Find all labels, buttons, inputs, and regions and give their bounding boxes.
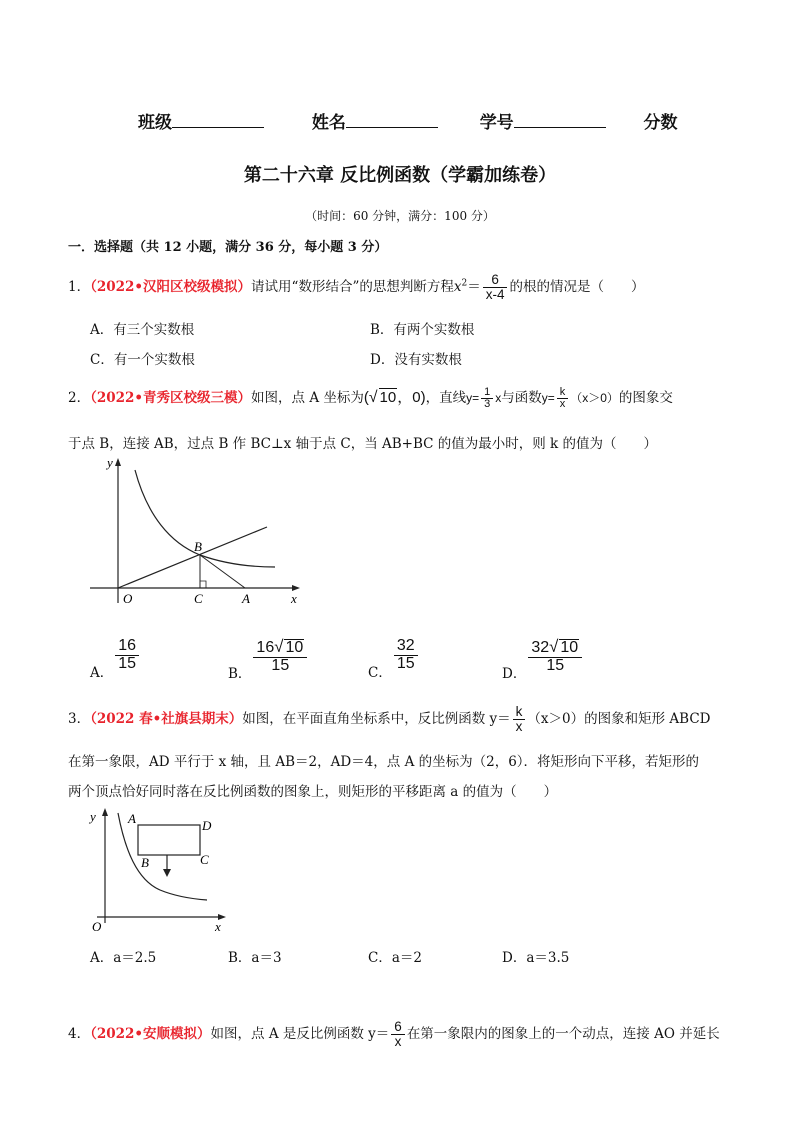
q2-line-frac [481,387,493,411]
q2-line-den: 3 [481,398,493,411]
q1-frac-den: x-4 [483,287,508,302]
q2-label-c: C [194,591,203,606]
q2-y-arrow-icon [115,458,121,466]
q1-option-b[interactable]: B．有两个实数根 [370,322,475,338]
q1-option-a[interactable]: A．有三个实数根 [90,322,195,338]
q3-text-b: （x＞0）的图象和矩形 ABCD [527,711,711,728]
q2-option-b-num-wrap [253,638,307,657]
q2-source: （2022•青秀区校级三模） [90,390,252,406]
q1-number: 1． [68,279,91,296]
q2-coord-open: ( [363,389,369,406]
q2-coord-radicand: 10 [379,389,397,406]
q4-fraction [391,1020,405,1049]
q2-label-x: x [291,591,297,606]
q3-option-d[interactable]: D．a＝3.5 [502,950,570,966]
q3-hyperbola-curve [118,813,207,900]
question-3 [68,705,711,734]
q3-fraction [513,705,526,734]
q4-number: 4． [68,1026,91,1043]
sqrt-icon: √ [274,637,284,656]
q2-label-o: O [123,591,133,606]
name-label: 姓名 [311,113,346,133]
q2-option-a-den: 15 [115,655,139,673]
q3-label-d: D [202,818,212,833]
q2-coord-rest: ，0) [397,389,426,406]
q2-number: 2． [68,390,91,406]
q1-option-d[interactable]: D．没有实数根 [370,352,462,368]
name-blank[interactable] [346,113,438,128]
q3-label-b: B [141,855,149,870]
q3-label-o: O [92,919,102,934]
q3-frac-num: k [515,704,523,719]
q1-option-c[interactable]: C．有一个实数根 [90,352,195,368]
q1-fraction [483,273,508,302]
q3-option-c[interactable]: C．a＝2 [368,950,422,966]
q1-eq-lhs: x [453,279,462,296]
q3-graph [85,805,235,935]
q2-option-b[interactable] [228,637,309,682]
q1-frac-num: 6 [491,272,499,287]
q3-line-3: 两个顶点恰好同时落在反比例函数的图象上，则矩形的平移距离 a 的值为（ ） [68,784,558,800]
score-label: 分数 [643,113,678,133]
q3-option-b[interactable]: B．a＝3 [228,950,282,966]
q2-line-y: y= [466,391,480,405]
q4-text-a: 如图，点 A 是反比例函数 y＝ [210,1026,390,1043]
q2-line-2: 于点 B，连接 AB，过点 B 作 BC⊥x 轴于点 C，当 AB+BC 的值为最小时，则 k 的值为（ ） [68,436,658,452]
question-2 [68,386,673,411]
q3-source: （2022 春•社旗县期末） [90,711,243,728]
q2-line-num: 1 [484,385,491,398]
page-subtitle: （时间：60 分钟，满分：100 分） [305,209,495,223]
q1-eq-sup: 2 [461,278,468,289]
q2-label-b: B [194,539,202,554]
q1-text-b: 的根的情况是（ ） [509,279,645,296]
q2-text-a: 如图，点 A 坐标为 [251,390,364,406]
q2-line-eq [466,385,502,411]
q1-source: （2022•汉阳区校级模拟） [90,279,252,296]
q2-text-c: 与函数 [501,390,542,406]
q2-segment-ab [200,555,245,588]
page-title: 第二十六章 反比例函数（学霸加练卷） [243,165,557,186]
q2-option-a[interactable] [90,637,141,681]
question-4 [68,1020,720,1049]
q3-y-arrow-icon [102,808,108,816]
q2-text-b: ，直线 [425,390,467,406]
q2-option-d-radicand: 10 [560,639,579,656]
q3-down-arrow-icon [163,869,171,877]
q2-option-c-num: 32 [396,637,415,654]
q2-option-b-label: B． [228,665,252,682]
q1-eq-sign: ＝ [467,279,481,296]
q4-frac-num: 6 [394,1019,402,1034]
q2-func-den: x [557,398,569,411]
q2-func-eq [541,385,619,411]
q3-label-y: y [90,809,96,824]
q3-text-a: 如图，在平面直角坐标系中，反比例函数 y＝ [242,711,511,728]
q2-option-c[interactable] [368,637,420,681]
q2-option-d[interactable] [502,637,584,682]
q3-line-2: 在第一象限，AD 平行于 x 轴，且 AB＝2，AD＝4，点 A 的坐标为（2，6）．将矩形向下平移，若矩形的 [68,754,700,770]
q3-label-a: A [128,811,136,826]
q1-text-a: 请试用“数形结合”的思想判断方程 [251,279,454,296]
q2-option-a-frac [115,638,139,673]
q2-right-angle-mark [200,581,206,588]
q2-option-b-frac [253,638,307,675]
q2-line-y-eq-third-x [118,527,267,588]
class-blank[interactable] [172,113,264,128]
q2-graph [85,455,310,610]
q4-frac-den: x [391,1034,405,1049]
q3-label-c: C [200,852,209,867]
q2-line-x: x [495,391,502,405]
q2-option-d-frac [528,638,582,675]
q3-frac-den: x [513,719,526,734]
q2-coord [364,389,426,406]
q2-func-y: y= [541,391,555,405]
q4-source: （2022•安顺模拟） [90,1026,211,1043]
q2-func-num: k [559,385,566,398]
q2-option-b-den: 15 [253,657,307,675]
q2-func-cond: （x＞0） [570,391,619,405]
section-heading: 一．选择题（共 12 小题，满分 36 分，每小题 3 分） [68,240,388,255]
q3-number: 3． [68,711,91,728]
class-label: 班级 [138,113,172,133]
q2-label-y: y [107,455,113,470]
q3-rectangle-abcd [138,825,200,855]
q4-text-b: 在第一象限内的图象上的一个动点，连接 AO 并延长 [406,1026,720,1043]
id-blank[interactable] [514,113,606,128]
q2-option-d-num-wrap [528,638,582,657]
q2-option-a-label: A． [90,664,114,681]
q3-label-x: x [215,919,221,934]
q2-option-d-label: D． [502,665,527,682]
question-1 [68,273,644,302]
q2-text-d: 的图象交 [618,390,673,406]
student-info-line [138,108,678,133]
q2-option-d-num: 32 [531,639,550,656]
q2-option-a-num: 16 [118,637,137,654]
q2-option-d-den: 15 [528,657,582,675]
q3-option-a[interactable]: A．a＝2.5 [90,950,157,966]
id-label: 学号 [479,113,514,133]
q2-option-b-num: 16 [256,639,275,656]
q2-option-c-label: C． [368,664,392,681]
sqrt-icon: √ [549,637,559,656]
sqrt-icon: √ [368,389,378,406]
q2-option-c-den: 15 [394,655,418,673]
q2-func-frac [557,387,569,411]
q2-option-c-frac [394,638,418,673]
q2-option-b-radicand: 10 [285,639,304,656]
q2-label-a: A [242,591,250,606]
